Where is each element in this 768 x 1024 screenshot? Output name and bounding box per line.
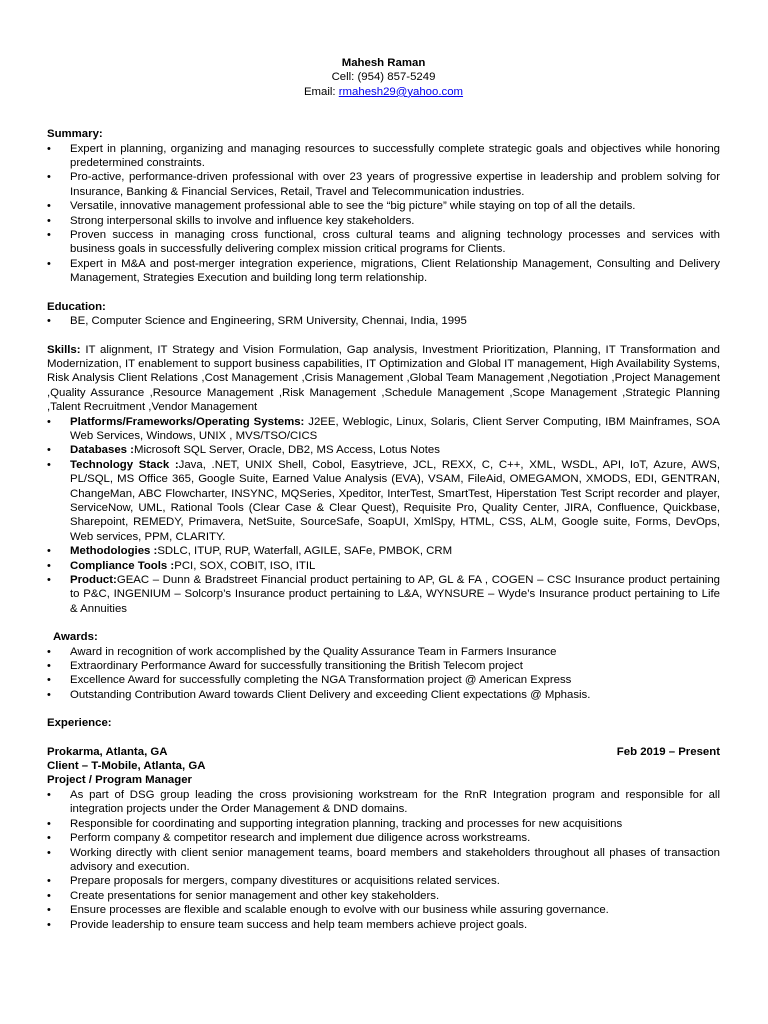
skill-label: Compliance Tools : xyxy=(70,559,175,572)
skill-label: Technology Stack : xyxy=(70,458,179,471)
list-item: • Outstanding Contribution Award towards Client Delivery and exceeding Client expectations @ Mphasis. xyxy=(47,688,720,702)
list-item: • As part of DSG group leading the cross provisioning workstream for the RnR Integration program and responsible for all integration projects under the Order Management & DND domains. xyxy=(47,788,720,817)
awards-list xyxy=(47,645,720,703)
job-header xyxy=(47,745,720,759)
skill-text: SDLC, ITUP, RUP, Waterfall, AGILE, SAFe, PMBOK, CRM xyxy=(157,545,453,558)
list-item xyxy=(47,415,720,444)
list-item: • Proven success in managing cross functional, cross cultural teams and aligning technology processes and services with business goals in successfully delivering complex mission critical programs for Clients. xyxy=(47,228,720,257)
skill-label: Product: xyxy=(70,574,117,586)
skill-label: Databases : xyxy=(70,444,134,457)
resume-page xyxy=(47,56,720,932)
list-item: • Versatile, innovative management professional able to see the “big picture” while staying on top of all the details. xyxy=(47,199,720,213)
email-line xyxy=(47,85,720,99)
company-name: Prokarma, Atlanta, GA xyxy=(47,745,168,758)
skill-text: J2EE, Weblogic, Linux, Solaris, Client Server Computing, IBM Mainframes, SOA Web Services, Windows, UNIX , MVS/TSO/CICS xyxy=(70,415,720,442)
list-item: • BE, Computer Science and Engineering, SRM University, Chennai, India, 1995 xyxy=(47,314,720,328)
summary-title: Summary: xyxy=(47,128,103,141)
skill-label: Platforms/Frameworks/Operating Systems: xyxy=(70,415,305,428)
awards-title: Awards: xyxy=(53,631,98,644)
skills-list xyxy=(47,415,720,617)
summary-list xyxy=(47,142,720,286)
skills-text: IT alignment, IT Strategy and Vision Formulation, Gap analysis, Investment Prioritization, Planning, IT Transformation and Modernization, IT enablement to support business capabilities, IT Optimization and Global IT management, High Availability Systems, Risk Analysis Client Relations ,Cost Management ,Crisis Management ,Global Team Management ,Negotiation ,Project Management ,Quality Assurance ,Resource Management ,Risk Management ,Schedule Management ,Scope Management ,Strategic Planning ,Talent Recruitment ,Vendor Management xyxy=(47,343,720,414)
list-item: • Expert in M&A and post-merger integration experience, migrations, Client Relationship Management, Consulting and Delivery Management, Strategies Execution and building long term relationship. xyxy=(47,257,720,286)
education-list xyxy=(47,314,720,328)
list-item: • Provide leadership to ensure team success and help team members achieve project goals. xyxy=(47,918,720,932)
skill-text: GEAC – Dunn & Bradstreet Financial product pertaining to AP, GL & FA , COGEN – CSC Insurance product pertaining to P&C, INGENIUM – Solcorp’s Insurance product pertaining to L&A, WYNSURE – Wyde’s Insurance product pertaining to Life & Annuities xyxy=(70,574,720,615)
list-item: • Expert in planning, organizing and managing resources to successfully complete strategic goals and objectives while honoring predetermined constraints. xyxy=(47,142,720,171)
skills-title: Skills: xyxy=(47,343,81,356)
list-item: • Pro-active, performance-driven professional with over 23 years of progressive expertise in leadership and problem solving for Insurance, Banking & Financial Services, Retail, Travel and Telecommunication industries. xyxy=(47,170,720,199)
list-item: • Award in recognition of work accomplished by the Quality Assurance Team in Farmers Insurance xyxy=(47,645,720,659)
job-dates: Feb 2019 – Present xyxy=(616,745,720,758)
list-item xyxy=(47,458,720,544)
client-name: Client – T-Mobile, Atlanta, GA xyxy=(47,760,206,773)
list-item: • Excellence Award for successfully completing the NGA Transformation project @ American Express xyxy=(47,673,720,687)
list-item: • Create presentations for senior management and other key stakeholders. xyxy=(47,889,720,903)
list-item: • Ensure processes are flexible and scalable enough to evolve with our business while assuring governance. xyxy=(47,903,720,917)
skill-label: Methodologies : xyxy=(70,545,158,558)
experience-title: Experience: xyxy=(47,717,112,730)
candidate-name: Mahesh Raman xyxy=(341,57,426,69)
skill-text: Microsoft SQL Server, Oracle, DB2, MS Access, Lotus Notes xyxy=(133,444,440,457)
skill-text: Java, .NET, UNIX Shell, Cobol, Easytrieve, JCL, REXX, C, C++, XML, WSDL, API, IoT, Azure, AWS, PL/SQL, MS Office 365, Google Suite, Earned Value Analysis (EVA), VSAM, FileAid, OMEGAMON, XMODS, EDI, GENTRAN, ChangeMan, ABC Flowcharter, INSYNC, MQSeries, Xpeditor, InterTest, SmartTest, Hiperstation Test Script recorder and player, ServiceNow, UML, Rational Tools (Clear Case & Clear Quest), Requisite Pro, Quality Center, JIRA, Confluence, Quickbase, Sharepoint, REMEDY, Primavera, NetSuite, SourceSafe, SoapUI, XmlSpy, HTML, CSS, ALM, Google suite, Forms, DevOps, Web services, PPM, CLARITY. xyxy=(70,458,720,543)
skills-paragraph xyxy=(47,343,720,415)
list-item: • Strong interpersonal skills to involve and influence key stakeholders. xyxy=(47,214,720,228)
list-item: • Responsible for coordinating and supporting integration planning, tracking and processes for new acquisitions xyxy=(47,817,720,831)
list-item: • Perform company & competitor research and implement due diligence across workstreams. xyxy=(47,831,720,845)
job-role: Project / Program Manager xyxy=(47,774,192,787)
email-label: Email: xyxy=(303,85,339,98)
experience-list xyxy=(47,788,720,932)
list-item xyxy=(47,544,720,558)
list-item: • Working directly with client senior management teams, board members and stakeholders throughout all phases of transaction advisory and execution. xyxy=(47,846,720,875)
list-item: • Prepare proposals for mergers, company divestitures or acquisitions related services. xyxy=(47,874,720,888)
list-item xyxy=(47,559,720,573)
list-item xyxy=(47,573,720,616)
education-title: Education: xyxy=(47,300,106,313)
email-link[interactable]: rmahesh29@yahoo.com xyxy=(338,85,464,98)
list-item: • Extraordinary Performance Award for successfully transitioning the British Telecom project xyxy=(47,659,720,673)
cell-phone: Cell: (954) 857-5249 xyxy=(331,71,436,84)
skill-text: PCI, SOX, COBIT, ISO, ITIL xyxy=(174,559,316,572)
list-item xyxy=(47,443,720,457)
